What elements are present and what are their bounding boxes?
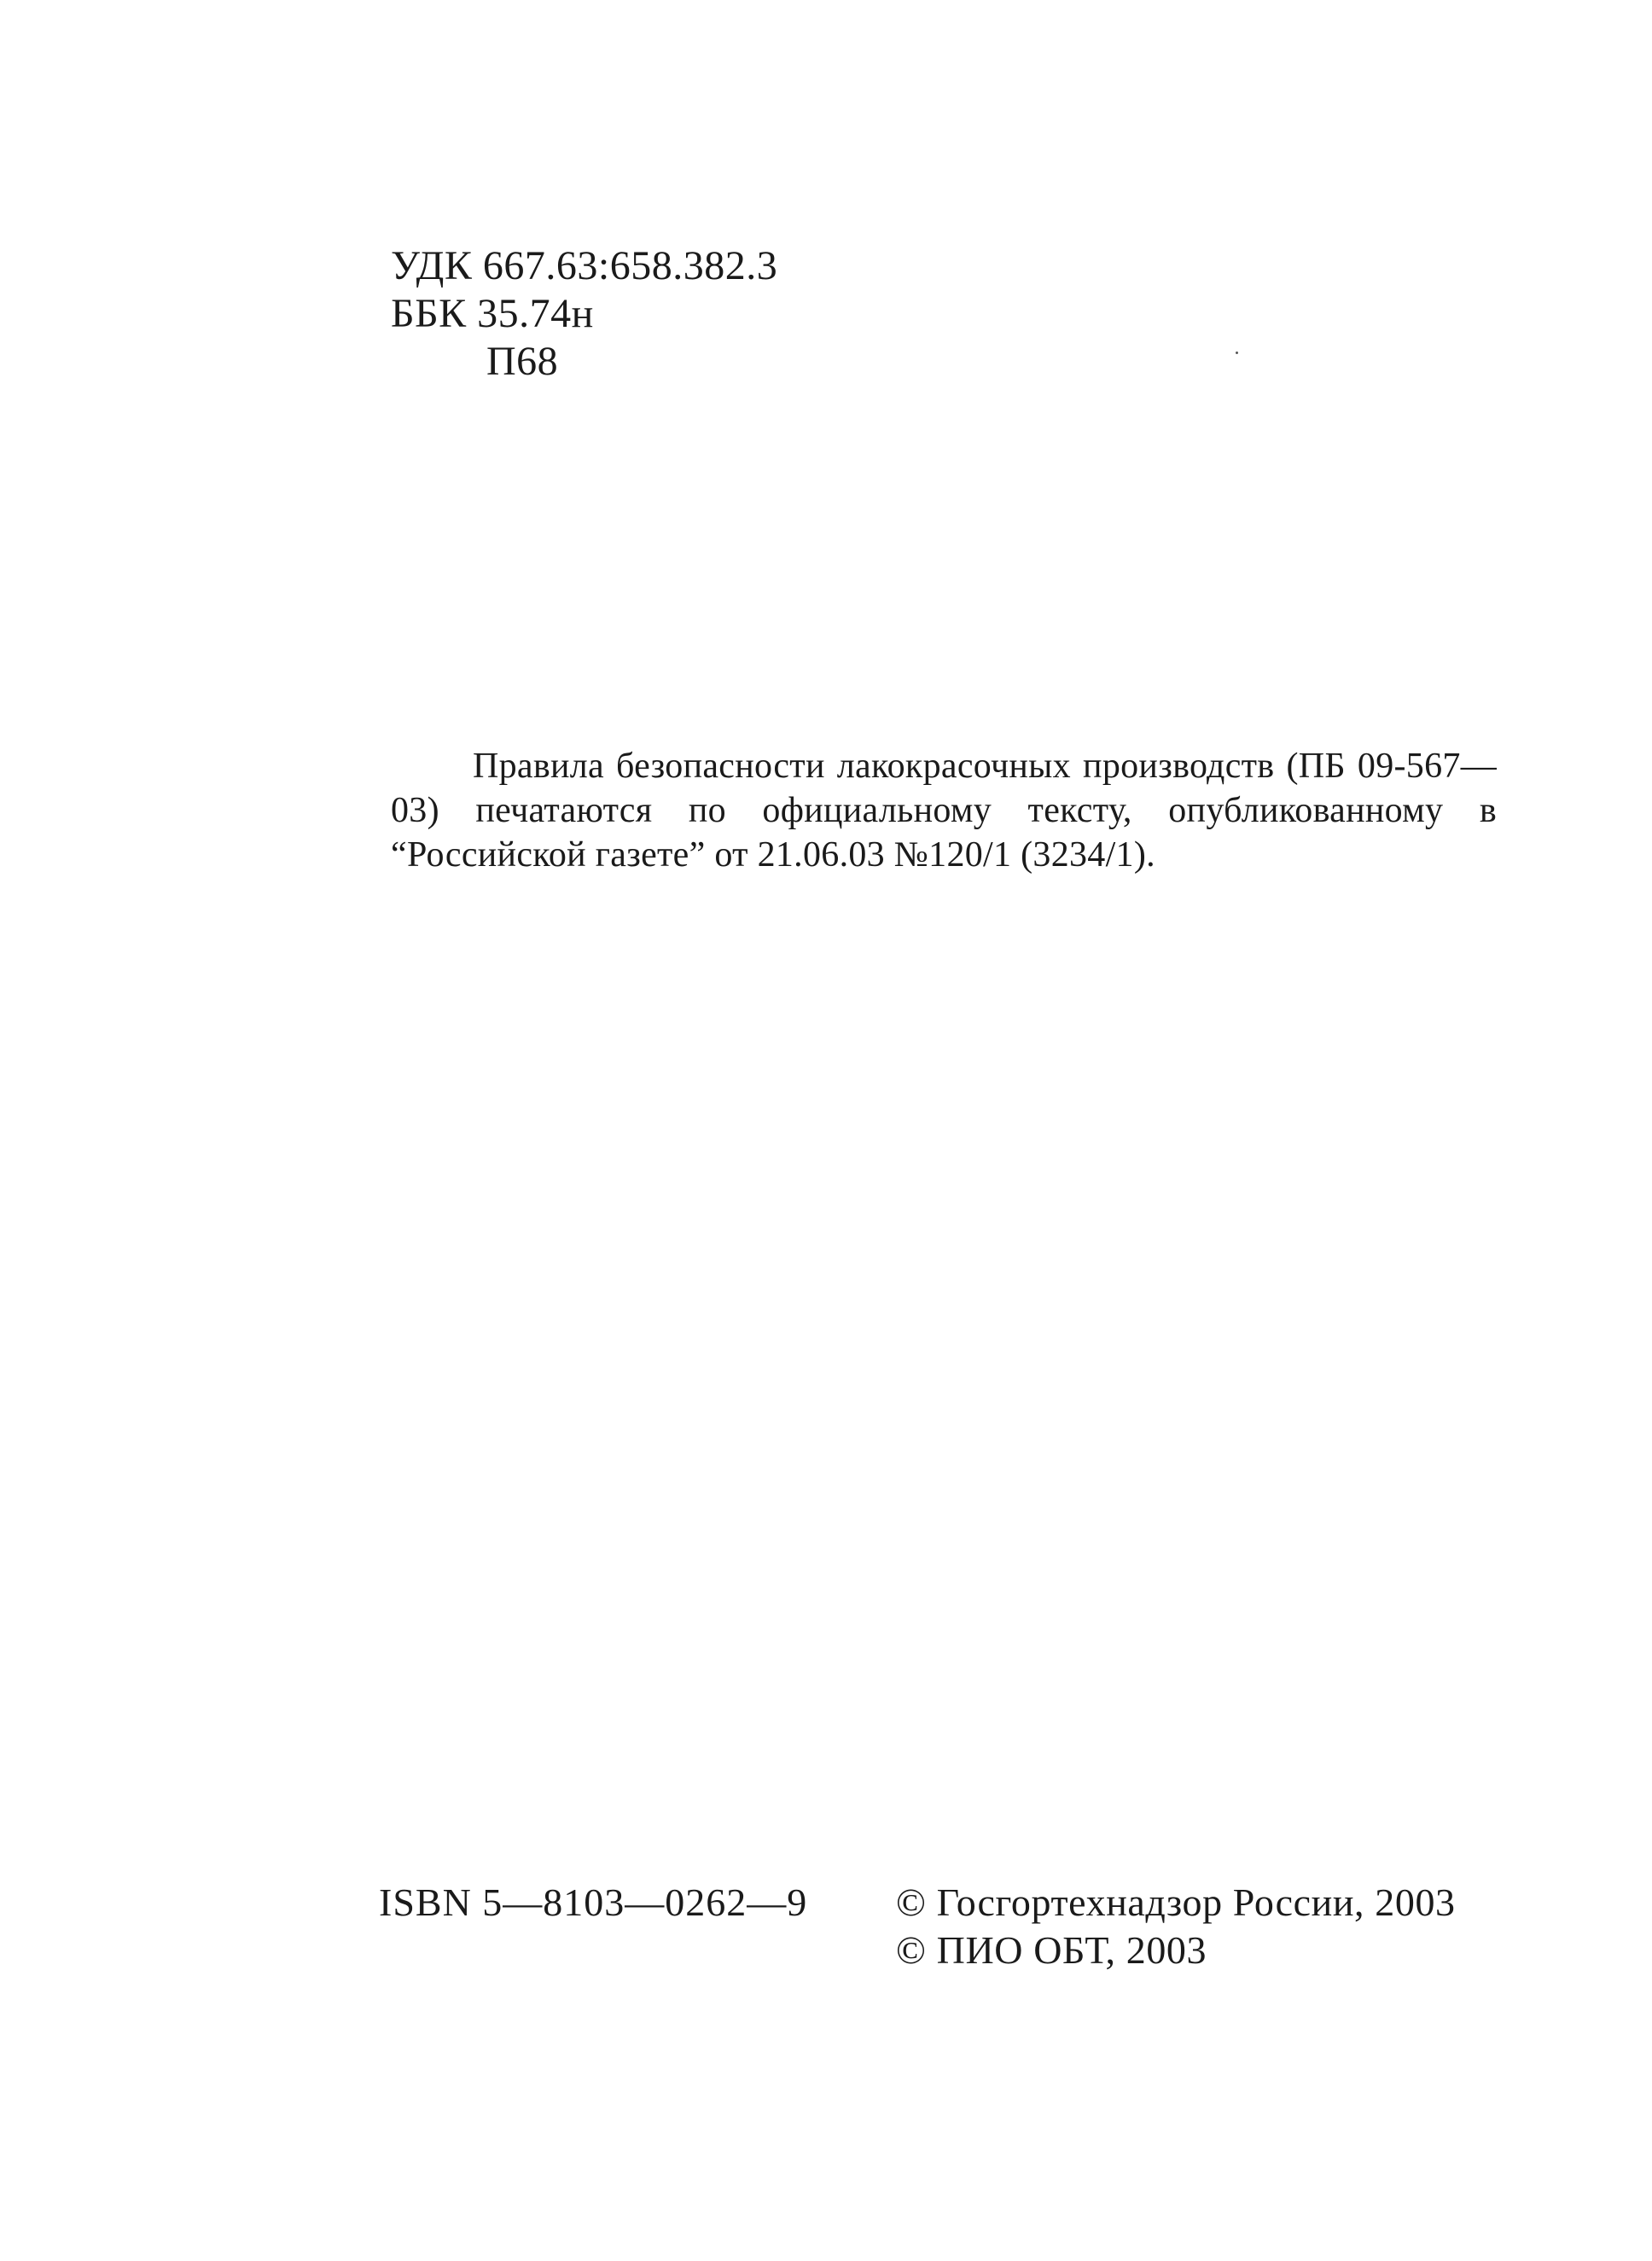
classification-block xyxy=(391,242,777,386)
copyright-block xyxy=(896,1879,1456,1974)
copyright-line-2: © ПИО ОБТ, 2003 xyxy=(896,1928,1207,1972)
scan-speck xyxy=(1236,352,1238,354)
copyright-line-1: © Госгортехнадзор России, 2003 xyxy=(896,1880,1456,1924)
publication-notice: Правила безопасности лакокрасочных производств (ПБ 09-567—03) печатаются по официальному тексту, опубликованному в “Российской газете” от 21.06.03 №120/1 (3234/1). xyxy=(391,747,1497,875)
author-mark: П68 xyxy=(486,339,559,384)
isbn-number: ISBN 5—8103—0262—9 xyxy=(379,1880,808,1924)
bbk-code: ББК 35.74н xyxy=(391,291,594,336)
udk-code: УДК 667.63:658.382.3 xyxy=(391,243,778,288)
